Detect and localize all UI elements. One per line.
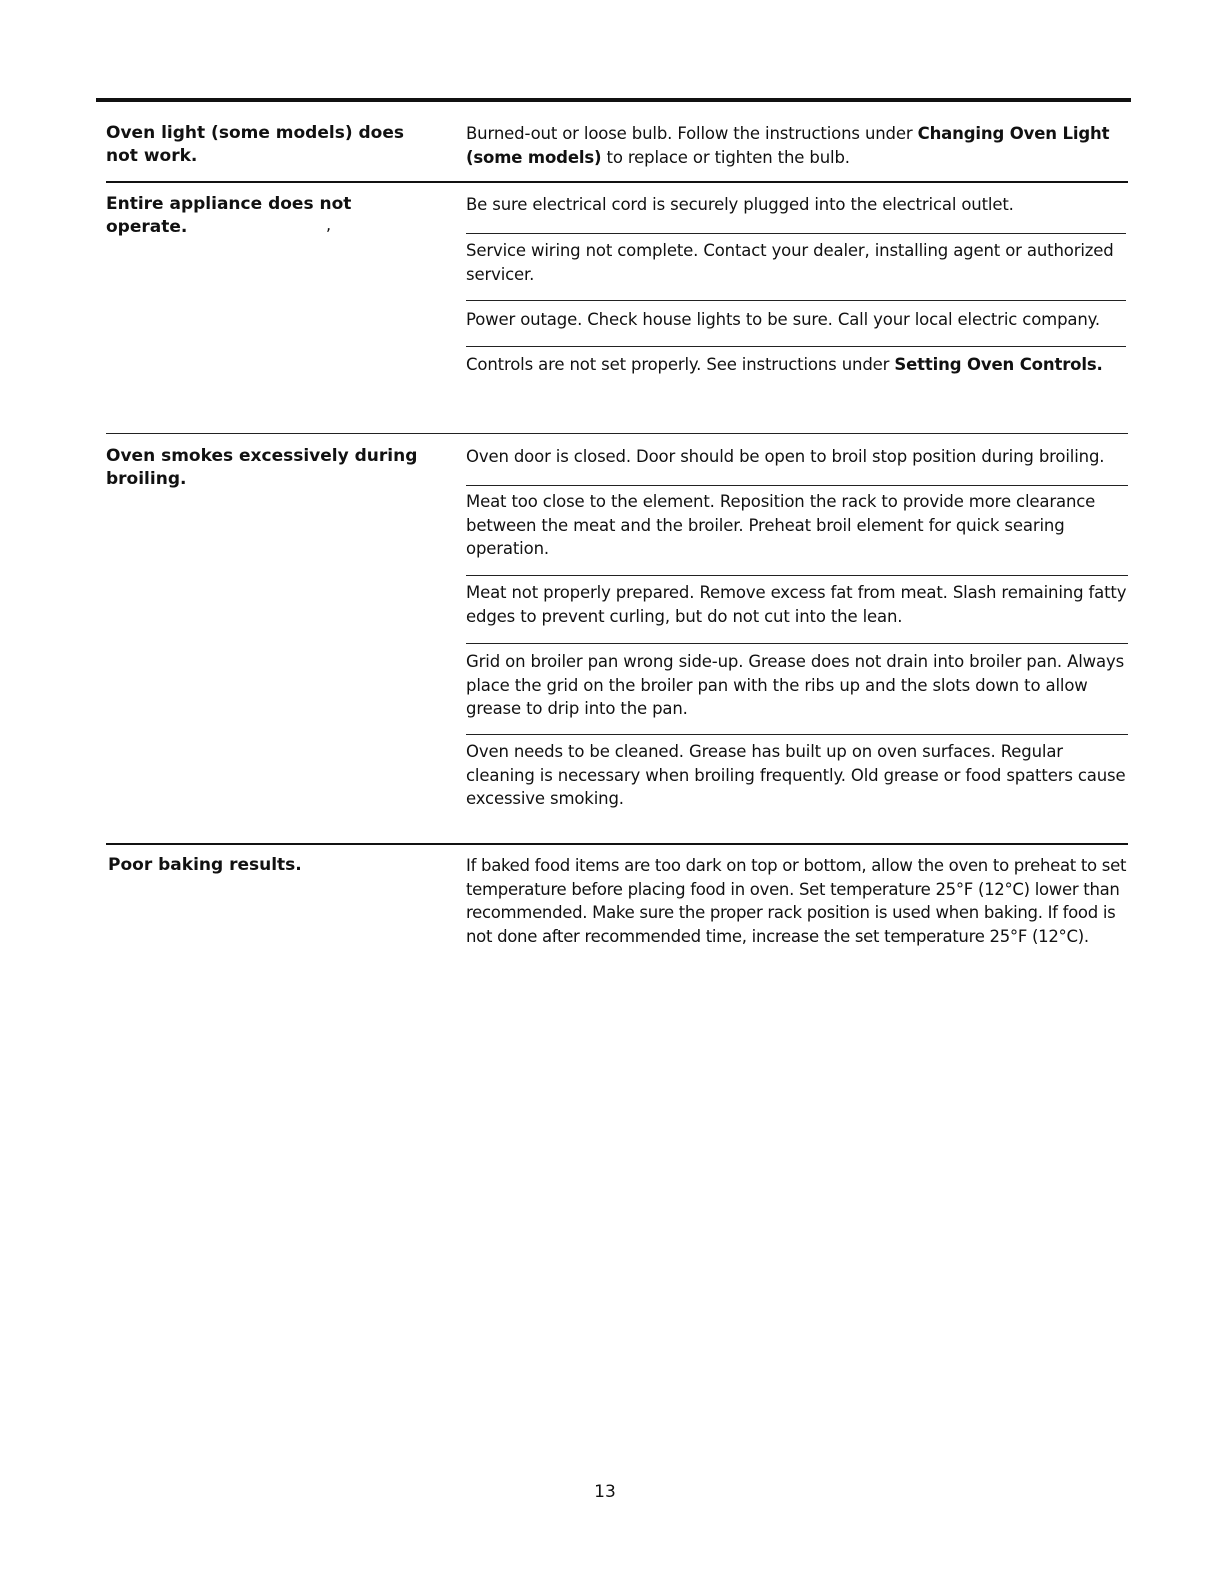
problem-title: Oven light (some models) does not work.: [106, 123, 405, 166]
solution-divider: [466, 485, 1128, 486]
solution-text: Oven needs to be cleaned. Grease has built up on oven surfaces. Regular cleaning is necessary when broiling frequently. Old grease or food spatters cause excessive smoking.: [466, 742, 1126, 808]
stray-mark: ,: [326, 215, 332, 234]
solution-text: Grid on broiler pan wrong side-up. Grease does not drain into broiler pan. Always place the grid on the broiler pan with the ribs up and the slots down to allow grease to drip into the pan.: [466, 652, 1125, 718]
section-oven-smokes: [106, 445, 1131, 825]
problem-title: Poor baking results.: [108, 855, 302, 875]
page-number: 13: [594, 1482, 616, 1502]
solution-divider: [466, 346, 1126, 347]
section-oven-light: [106, 122, 1131, 182]
reference-changing-oven-light: Changing Oven Light (some models): [466, 124, 1110, 167]
solution-text: Oven door is closed. Door should be open to broil stop position during broiling.: [466, 447, 1105, 466]
solution-text: If baked food items are too dark on top or bottom, allow the oven to preheat to set temperature before placing food in oven. Set temperature 25°F (12°C) lower than recommended. Make sure the proper rack position is used when baking. If food is not done after recommended time, increase the set temperature 25°F (12°C).: [466, 856, 1127, 946]
section-divider: [106, 181, 1128, 183]
section-entire-appliance: [106, 193, 1131, 393]
solution-text: Burned-out or loose bulb. Follow the instructions under Changing Oven Light (some models) to replace or tighten the bulb.: [466, 124, 1110, 167]
solution-divider: [466, 643, 1128, 644]
solution-text: Power outage. Check house lights to be sure. Call your local electric company.: [466, 310, 1101, 329]
problem-title: Entire appliance does not operate.: [106, 194, 352, 237]
solution-divider: [466, 233, 1126, 234]
solution-divider: [466, 734, 1128, 735]
solution-text: Meat not properly prepared. Remove excess fat from meat. Slash remaining fatty edges to prevent curling, but do not cut into the lean.: [466, 583, 1127, 626]
solution-text: Controls are not set properly. See instructions under Setting Oven Controls.: [466, 355, 1103, 374]
solution-text: Meat too close to the element. Reposition the rack to provide more clearance between the meat and the broiler. Preheat broil element for quick searing operation.: [466, 492, 1096, 558]
section-divider: [106, 843, 1128, 845]
reference-setting-oven-controls: Setting Oven Controls.: [894, 355, 1103, 374]
solution-divider: [466, 575, 1128, 576]
problem-title: Oven smokes excessively during broiling.: [106, 446, 418, 489]
solution-divider: [466, 300, 1126, 301]
solution-text: Service wiring not complete. Contact your dealer, installing agent or authorized servicer.: [466, 241, 1114, 284]
section-divider: [106, 433, 1128, 434]
section-poor-baking: [106, 854, 1131, 964]
top-rule: [96, 98, 1131, 102]
solution-text: Be sure electrical cord is securely plugged into the electrical outlet.: [466, 195, 1014, 214]
